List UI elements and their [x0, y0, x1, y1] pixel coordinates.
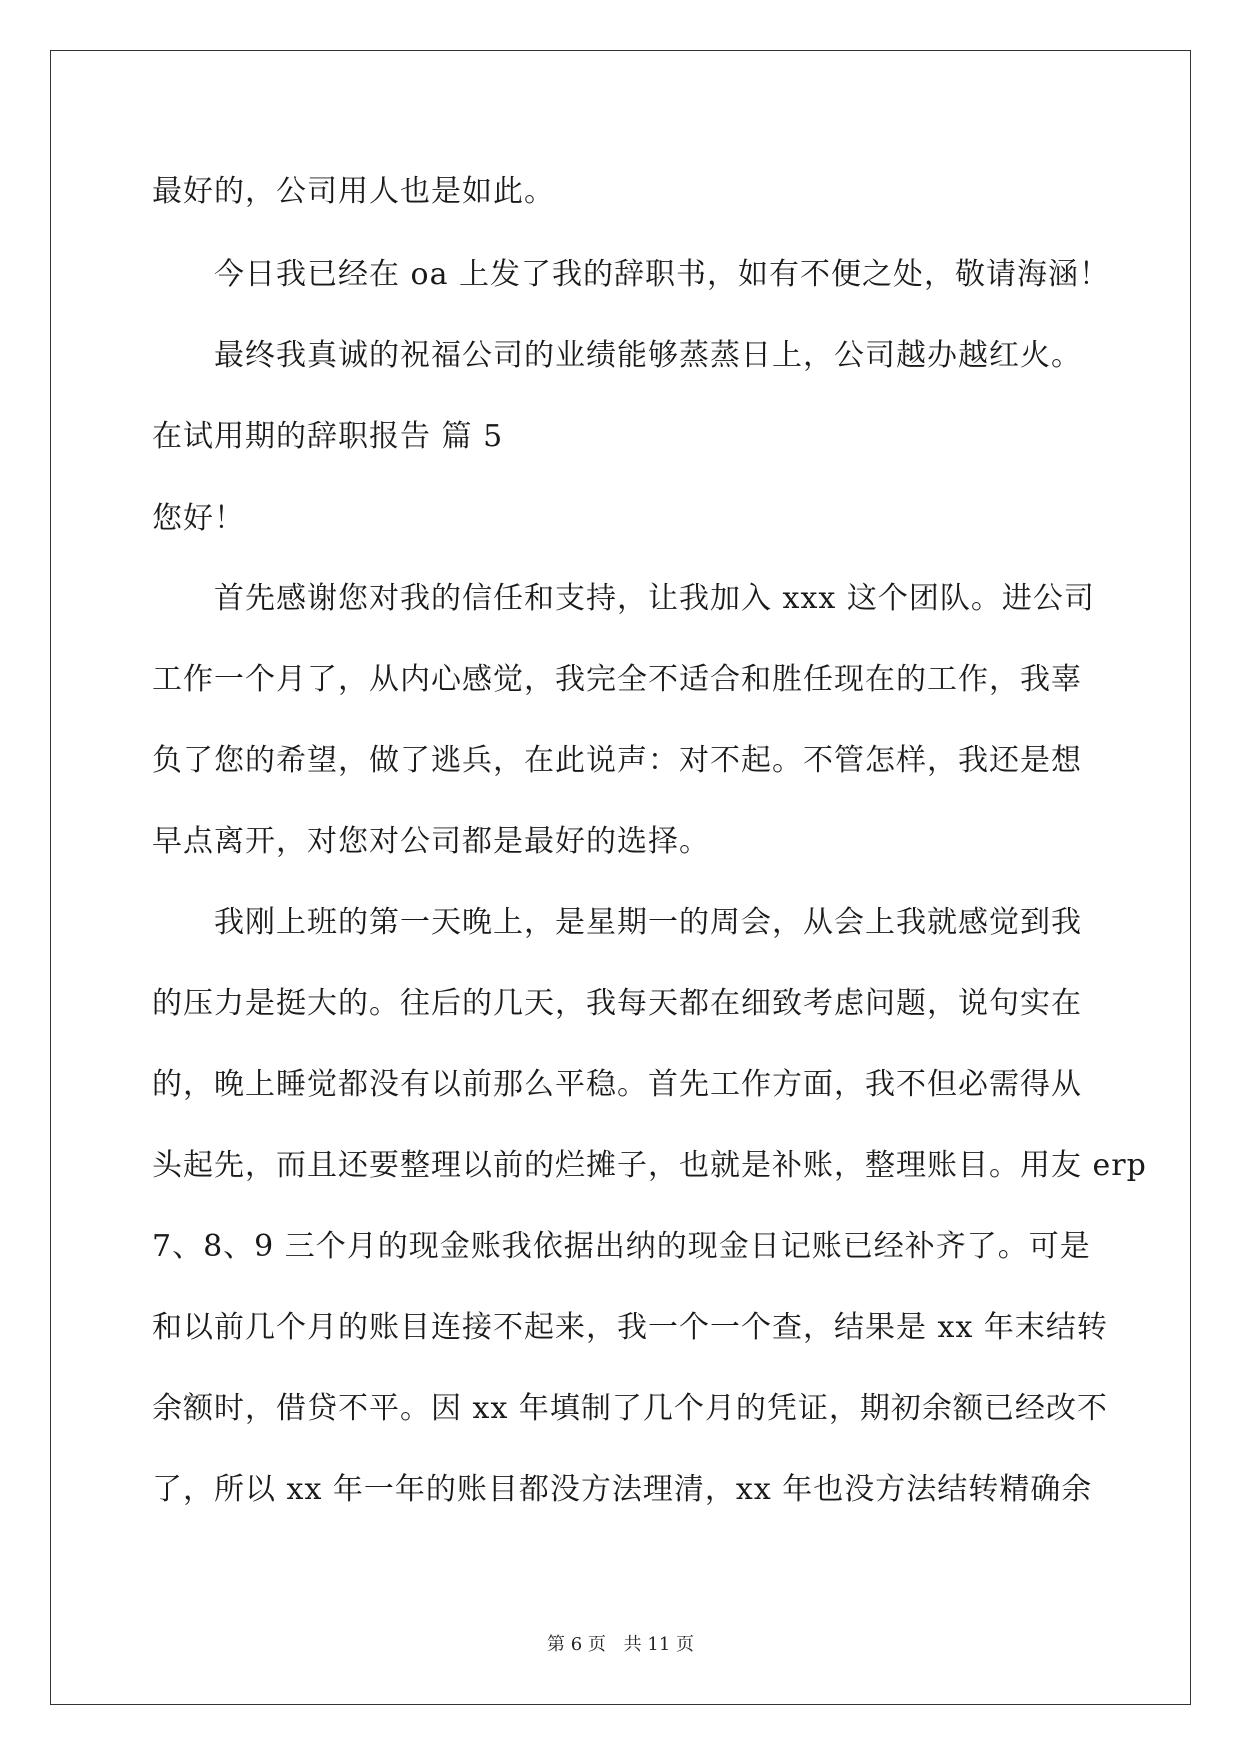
text-line: 早点离开，对您对公司都是最好的选择。 [152, 824, 710, 859]
text-line: 最好的，公司用人也是如此。 [152, 174, 555, 209]
text-line: 最终我真诚的祝福公司的业绩能够蒸蒸日上，公司越办越红火。 [214, 338, 1082, 373]
text-line: 的压力是挺大的。往后的几天，我每天都在细致考虑问题，说句实在 [152, 986, 1082, 1021]
text-line: 了，所以 xx 年一年的账目都没方法理清，xx 年也没方法结转精确余 [152, 1472, 1093, 1507]
text-line: 头起先，而且还要整理以前的烂摊子，也就是补账，整理账目。用友 erp [152, 1148, 1147, 1183]
text-line: 今日我已经在 oa 上发了我的辞职书，如有不便之处，敬请海涵！ [214, 257, 1111, 292]
text-line: 和以前几个月的账目连接不起来，我一个一个查，结果是 xx 年末结转 [152, 1310, 1108, 1345]
text-line: 7、8、9 三个月的现金账我依据出纳的现金日记账已经补齐了。可是 [152, 1229, 1091, 1264]
text-line: 首先感谢您对我的信任和支持，让我加入 xxx 这个团队。进公司 [214, 581, 1095, 616]
text-line: 负了您的希望，做了逃兵，在此说声：对不起。不管怎样，我还是想 [152, 743, 1082, 778]
salutation: 您好！ [152, 501, 245, 536]
text-line: 余额时，借贷不平。因 xx 年填制了几个月的凭证，期初余额已经改不 [152, 1391, 1108, 1426]
text-line: 我刚上班的第一天晚上，是星期一的周会，从会上我就感觉到我 [214, 905, 1082, 940]
text-line: 工作一个月了，从内心感觉，我完全不适合和胜任现在的工作，我辜 [152, 662, 1082, 697]
section-heading: 在试用期的辞职报告 篇 5 [152, 419, 504, 454]
page-border [50, 50, 1191, 1705]
page-number: 第 6 页 [547, 1634, 606, 1655]
page-footer [0, 1633, 1241, 1657]
page-total: 共 11 页 [623, 1634, 694, 1655]
text-line: 的，晚上睡觉都没有以前那么平稳。首先工作方面，我不但必需得从 [152, 1067, 1082, 1102]
